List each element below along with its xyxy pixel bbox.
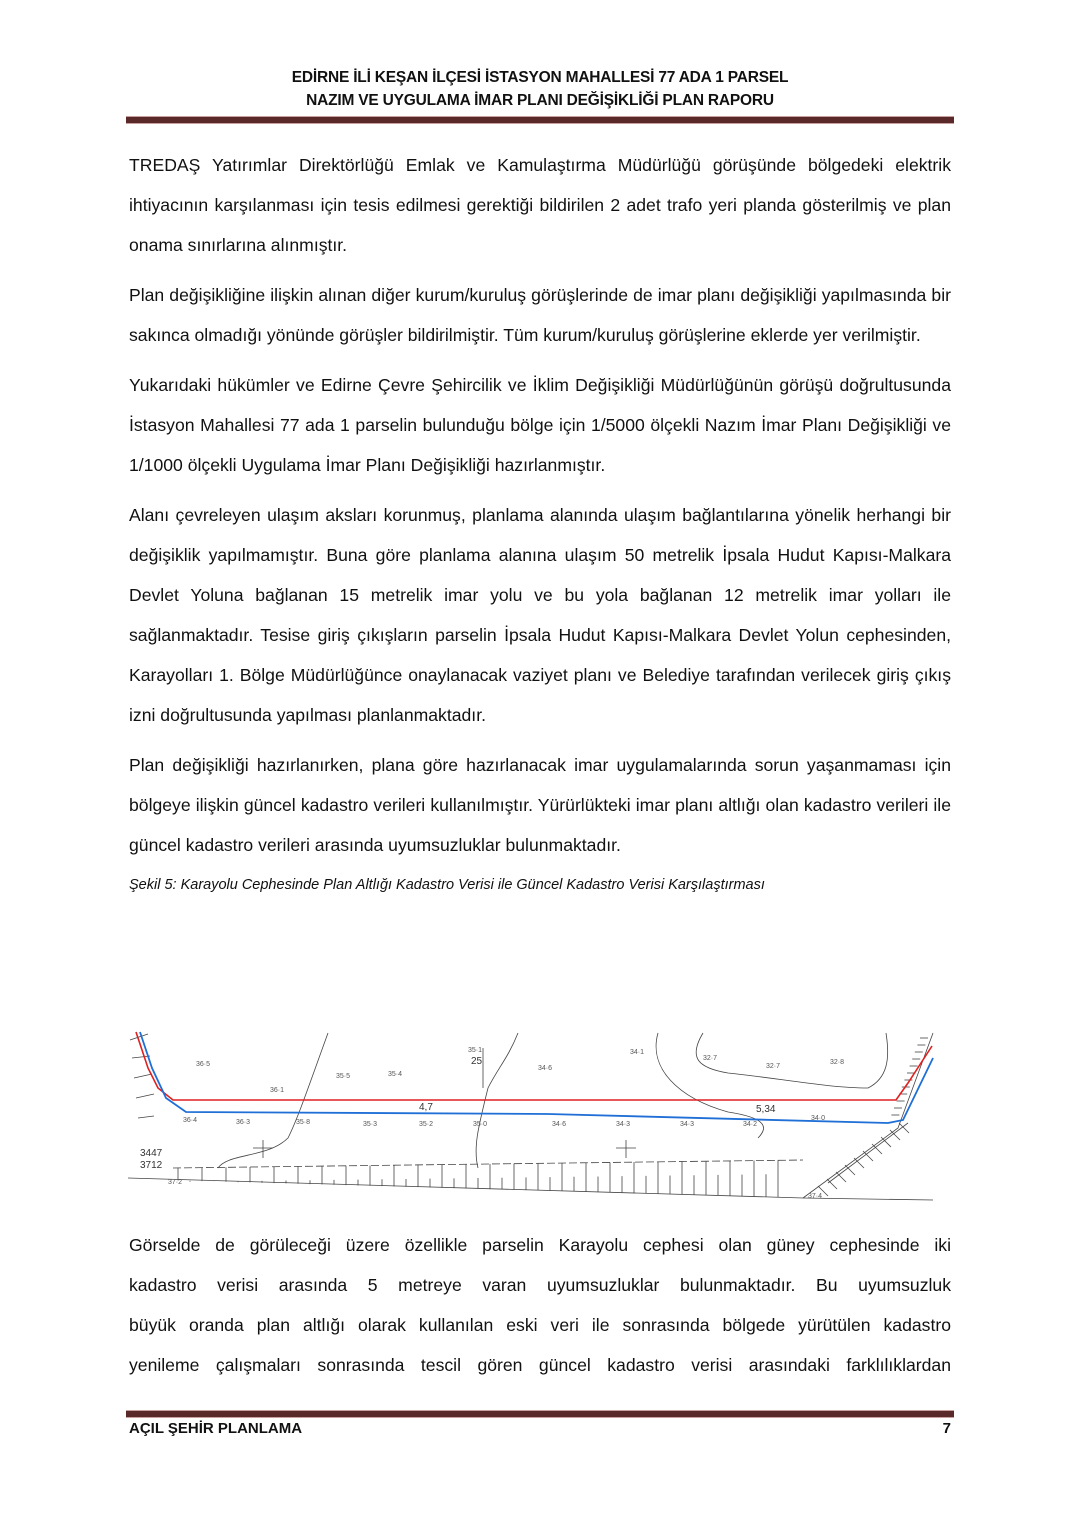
text-line: Görselde de görüleceği üzere özellikle parselin Karayolu cephesi olan güney cephesinde iki xyxy=(129,1235,951,1255)
map-label: 34·6 xyxy=(538,1065,553,1072)
map-label: 34·6 xyxy=(552,1121,567,1128)
map-label: 36·5 xyxy=(196,1061,211,1068)
document-header xyxy=(126,66,954,112)
map-label: 34·1 xyxy=(630,1049,645,1056)
header-title-line2: NAZIM VE UYGULAMA İMAR PLANI DEĞİŞİKLİĞİ PLAN RAPORU xyxy=(306,92,774,109)
body-text xyxy=(129,145,951,905)
text-line: büyük oranda plan altlığı olarak kullanılan eski veri ile sonrasında bölgede yürütülen kadastro xyxy=(129,1315,951,1335)
map-label: 37·4 xyxy=(808,1193,823,1200)
cadastre-comparison-map xyxy=(128,1028,936,1204)
map-label: 32·8 xyxy=(830,1059,845,1066)
map-label: 34·0 xyxy=(811,1115,826,1122)
map-label: 32·7 xyxy=(703,1055,718,1062)
map-label: 25 xyxy=(471,1056,483,1067)
paragraph: TREDAŞ Yatırımlar Direktörlüğü Emlak ve Kamulaştırma Müdürlüğü görüşünde bölgedeki elektrik ihtiyacının karşılanması için tesis edilmesi gerektiği bildirilen 2 adet trafo yeri planda gösterilmiş ve plan onama sınırlarına alınmıştır. xyxy=(129,155,951,255)
page-number: 7 xyxy=(942,1420,951,1437)
map-label: 3712 xyxy=(140,1160,163,1171)
map-label: 35·1 xyxy=(468,1047,483,1054)
header-rule xyxy=(126,116,954,124)
map-label: 35·3 xyxy=(363,1121,378,1128)
paragraph: Yukarıdaki hükümler ve Edirne Çevre Şehircilik ve İklim Değişikliği Müdürlüğünün görüşü doğrultusunda İstasyon Mahallesi 77 ada 1 parselin bulunduğu bölge için 1/5000 ölçekli Nazım İmar Planı Değişikliği ve 1/1000 ölçekli Uygulama İmar Planı Değişikliği hazırlanmıştır. xyxy=(129,375,951,475)
paragraph: Plan değişikliği hazırlanırken, plana göre hazırlanacak imar uygulamalarında sorun yaşanmaması için bölgeye ilişkin güncel kadastro verileri kullanılmıştır. Yürürlükteki imar planı altlığı olan kadastro verileri ile güncel kadastro verileri arasında uyumsuzluklar bulunmaktadır. xyxy=(129,755,951,855)
map-label: 35·5 xyxy=(336,1073,351,1080)
map-label: 34·2 xyxy=(743,1121,758,1128)
map-label: 34·3 xyxy=(616,1121,631,1128)
text-line: kadastro verisi arasında 5 metreye varan uyumsuzluklar bulunmaktadır. Bu uyumsuzluk xyxy=(129,1275,951,1295)
figure-caption: Şekil 5: Karayolu Cephesinde Plan Altlığı Kadastro Verisi ile Güncel Kadastro Verisi Karşılaştırması xyxy=(129,877,765,893)
map-label: 36·1 xyxy=(270,1087,285,1094)
map-label: 35·2 xyxy=(419,1121,434,1128)
map-crosshairs xyxy=(253,1048,636,1158)
footer-company: AÇIL ŞEHİR PLANLAMA xyxy=(129,1420,303,1437)
map-label: 37·2 xyxy=(168,1179,183,1186)
map-label: 34·3 xyxy=(680,1121,695,1128)
map-label: 35·8 xyxy=(296,1119,311,1126)
footer-rule xyxy=(126,1410,954,1418)
map-label: 36·4 xyxy=(183,1117,198,1124)
map-label: 3447 xyxy=(140,1148,163,1159)
new-cadastre-line xyxy=(140,1032,933,1123)
paragraph: Plan değişikliğine ilişkin alınan diğer kurum/kuruluş görüşlerinde de imar planı değişikliği yapılmasında bir sakınca olmadığı yönünde görüşler bildirilmiştir. Tüm kurum/kuruluş görüşlerine eklerde yer verilmiştir. xyxy=(129,285,951,345)
map-label: 4,7 xyxy=(419,1102,433,1113)
text-line: yenileme çalışmaları sonrasında tescil gören güncel kadastro verisi arasındaki farklılıklardan xyxy=(129,1355,951,1375)
header-title-line1: EDİRNE İLİ KEŞAN İLÇESİ İSTASYON MAHALLESİ 77 ADA 1 PARSEL xyxy=(291,69,789,86)
map-label: 35·4 xyxy=(388,1071,403,1078)
old-cadastre-line xyxy=(136,1032,932,1100)
map-label: 32·7 xyxy=(766,1063,781,1070)
page-footer xyxy=(129,1420,951,1437)
map-label: 35·0 xyxy=(473,1121,488,1128)
closing-text xyxy=(129,1225,951,1385)
map-labels xyxy=(140,1047,844,1200)
map-label: 5,34 xyxy=(756,1104,776,1115)
map-label: 36·3 xyxy=(236,1119,251,1126)
paragraph: Alanı çevreleyen ulaşım aksları korunmuş, planlama alanında ulaşım bağlantılarına yönelik herhangi bir değişiklik yapılmamıştır. Buna göre planlama alanına ulaşım 50 metrelik İpsala Hudut Kapısı-Malkara Devlet Yoluna bağlanan 15 metrelik imar yolu ve bu yola bağlanan 12 metrelik imar yolları ile sağlanmaktadır. Tesise giriş çıkışların parselin İpsala Hudut Kapısı-Malkara Devlet Yolun cephesinden, Karayolları 1. Bölge Müdürlüğünce onaylanacak vaziyet planı ve Belediye tarafından verilecek giriş çıkış izni doğrultusunda yapılması planlanmaktadır. xyxy=(129,505,951,725)
